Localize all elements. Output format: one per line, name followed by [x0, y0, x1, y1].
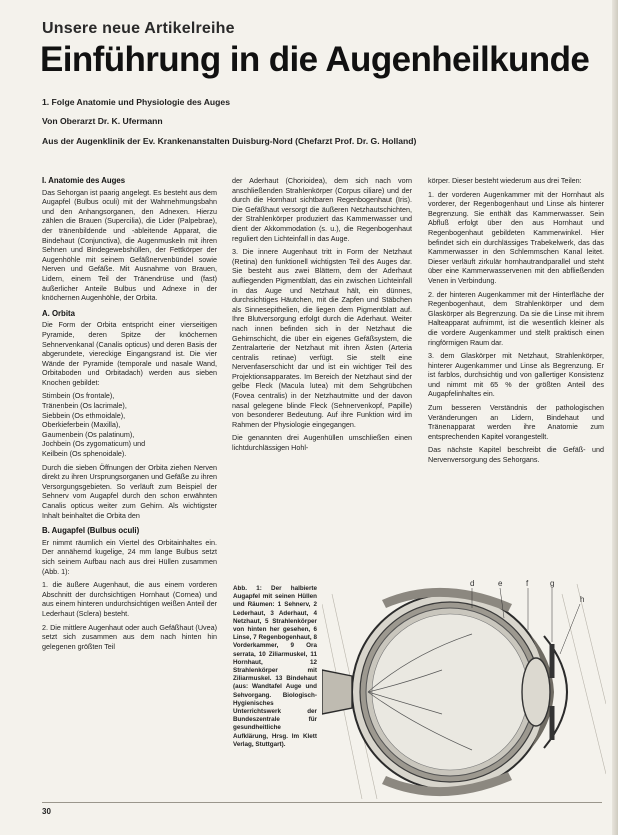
bone-item: Keilbein (Os sphenoidale).	[42, 449, 127, 459]
figure-label: e	[498, 579, 503, 588]
bone-item: Tränenbein (Os lacrimale),	[42, 401, 127, 411]
paragraph: Durch die sieben Öffnungen der Orbita ziehen Nerven direkt zu ihren Ursprungsorganen und Gefäße zu ihren Versorgungsgebieten. So verläuft zum Beispiel der Sehnerv vom Augapfel durch den schon erwähnten Canalis opticus weiter zum Gehirn. Als wichtigster Inhalt beinhaltet die Orbita den	[42, 462, 217, 520]
text-column-1	[42, 176, 217, 806]
paragraph: Das Sehorgan ist paarig angelegt. Es besteht aus dem Augapfel (Bulbus oculi) mit der Wahrnehmungsbahn und den Anhangsorganen, den Adnexen. Hierzu zählen die Brauen (Supercilia), die Lider (Palpebrae), der tränenbildende und -ableitende Apparat, die Bindehaut (Conjunctiva), die Augenmuskeln mit ihren Sehnen und Bindegewebshüllen, der Fettkörper der Augenhöhle mit seinem Gefäßnervenbündel sowie Nerven und Gefäße. Mit Ausnahme von Brauen, Lidern, einem Teil der Tränendrüse und (fast) äußerlicher Anteile Bulbus und Adnexe in der knöchernen Augenhöhle, der Orbita.	[42, 187, 217, 303]
text-column-3	[428, 176, 604, 572]
page-number: 30	[42, 807, 51, 816]
optic-nerve	[322, 670, 352, 714]
paragraph: Die Form der Orbita entspricht einer vierseitigen Pyramide, deren Spitze der knöchernen Sehnervenkanal (Canalis opticus) und deren Basis der abgerundete, viereckige Eingangsrand ist. Die vier Wände der Pyramide (temporale und nasale Wand, Orbitaboden und Orbitadach) werden aus sieben Knochen gebildet:	[42, 320, 217, 387]
paragraph: der Aderhaut (Chorioidea), dem sich nach vorn anschließenden Strahlenkörper (Corpus ciliare) und der durch die Hornhaut sichtbaren Regenbogenhaut (Iris). Die Gefäßhaut versorgt die äußeren Netzhautschichten, der Strahlenkörper produziert das Kammerwasser und dient der Akkommodation (s. u.), die Regenbogenhaut reguliert den Lichteinfall in das Auge.	[232, 176, 412, 243]
figure-label: f	[526, 579, 529, 588]
section-heading: I. Anatomie des Auges	[42, 176, 126, 185]
paragraph: Die genannten drei Augenhüllen umschließen einen lichtdurchlässigen Hohl-	[232, 433, 412, 453]
bone-item: Jochbein (Os zygomaticum) und	[42, 439, 146, 449]
bone-item: Stirnbein (Os frontale),	[42, 391, 115, 401]
paragraph: 2. Die mittlere Augenhaut oder auch Gefäßhaut (Uvea) setzt sich zusammen aus dem nach hinten hin gelegenen größten Teil	[42, 622, 217, 651]
series-kicker: Unsere neue Artikelreihe	[42, 20, 235, 37]
paragraph: Er nimmt räumlich ein Viertel des Orbitainhaltes ein. Der annähernd kugelige, 24 mm lange Bulbus setzt sich seinem Aufbau nach aus drei Hüllen zusammen (Abb. 1):	[42, 537, 217, 576]
paragraph: 3. Die innere Augenhaut tritt in Form der Netzhaut (Retina) den funktionell wichtigsten Teil des Auges dar. Sie besteht aus zwei Blättern, dem der Aderhaut aufliegenden Pigmentblatt, das ein zwischen Lichteinfall in das Auge und Netzhaut hält, ein dünnes, durchsichtiges Häutchen, mit die Zapfen und Stäbchen als Sinnesepithelien, die liegen dem Pigmentblatt auf. Ihre Blutversorgung erfolgt durch die Aderhaut. Weiter nach innen befinden sich in der Netzhaut die Gehirnschicht, die über ein eigenes Gefäßsystem, die Zentralarterie der Netzhaut mit ihren Ästen (Arteria centralis retinae) verfügt. Sie stellt eine Nervenfaserschicht dar und ist ein wichtiger Teil des Projektionsapparates. Im Bereich der Netzhaut sind der gelbe Fleck (Macula lutea) mit dem Sehgrübchen (Fovea centralis) in der Netzhautmitte und der davon nasal gelegene blinde Fleck (Sehnervenkopf, Papille) von besonderer Bedeutung. Auf ihre Funktion wird im Rahmen der Physiologie eingegangen.	[232, 247, 412, 429]
bone-item: Siebbein (Os ethmoidale),	[42, 410, 126, 420]
section-heading: B. Augapfel (Bulbus oculi)	[42, 526, 140, 536]
footer-rule	[42, 802, 602, 803]
bone-list	[42, 391, 217, 458]
figure-label: g	[550, 579, 555, 588]
bone-item: Oberkieferbein (Maxilla),	[42, 420, 121, 430]
paragraph: körper. Dieser besteht wiederum aus drei Teilen:	[428, 176, 582, 185]
scan-edge	[612, 0, 618, 835]
figure-label: h	[580, 595, 585, 604]
figure-caption: Abb. 1: Der halbierte Augapfel mit seinen Hüllen und Räumen: 1 Sehnerv, 2 Lederhaut, 3 Aderhaut, 4 Netzhaut, 5 Strahlenkörper von hinten her gesehen, 6 Linse, 7 Regenbogenhaut, 8 Vorderkammer, 9 Ora serrata, 10 Ziliarmuskel, 11 Hornhaut, 12 Strahlenkörper mit Ziliarmuskel. 13 Bindehaut (aus: Wandtafel Auge und Sehvorgang. Biologisch-Hygienisches Unterrichtswerk der Bundeszentrale für gesundheitliche Aufklärung, Hrsg. Im Klett Verlag, Stuttgart).	[233, 585, 317, 748]
institution-line: Aus der Augenklinik der Ev. Krankenanstalten Duisburg-Nord (Chefarzt Prof. Dr. G. Holland)	[42, 136, 417, 146]
paragraph: Zum besseren Verständnis der pathologischen Veränderungen an Lidern, Bindehaut und Tränenapparat werden ihre Anatomie zum entsprechenden Kapitel vorangestellt.	[428, 403, 604, 441]
section-heading: A. Orbita	[42, 308, 75, 318]
paragraph: 1. die äußere Augenhaut, die aus einem vorderen Abschnitt der durchsichtigen Hornhaut (Cornea) und aus einem hinteren undurchsichtigen weißen Anteil der Lederhaut (Sclera) besteht.	[42, 580, 217, 618]
figure-label: d	[470, 579, 475, 588]
bone-item: Gaumenbein (Os palatinum),	[42, 429, 135, 439]
eye-cross-section-illustration	[322, 574, 606, 799]
paragraph: 1. der vorderen Augenkammer mit der Hornhaut als vorderer, der Regenbogenhaut und Linse als hinterer Begrenzung. Sie enthält das Kammerwasser. Sein Abfluß erfolgt über den aus Hornhaut und Regenbogenhaut gebildeten Kammerwinkel. Hier befindet sich ein durchlässiges Trabekelwerk, das das Kammerwasser in den Schlemmschen Kanal leitet. Dieser verläuft zirkulär hornhautrandparallel und steht über eine Kammerwasservenen mit den abfließenden Venen in Verbindung.	[428, 189, 604, 285]
paragraph: Das nächste Kapitel beschreibt die Gefäß- und Nervenversorgung des Sehorgans.	[428, 445, 604, 465]
paragraph: 2. der hinteren Augenkammer mit der Hinterfläche der Regenbogenhaut, dem Strahlenkörper und dem Glaskörper als Begrenzung. Da sie die Linse mit ihrem Halteapparat aufnimmt, ist die wesentlich kleiner als die vordere Augenkammer und stellt praktisch einen ringförmigen Raum dar.	[428, 289, 604, 347]
author-line: Von Oberarzt Dr. K. Ufermann	[42, 116, 163, 126]
episode-line: 1. Folge Anatomie und Physiologie des Auges	[42, 97, 230, 107]
article-title: Einführung in die Augenheilkunde	[40, 40, 590, 79]
lens	[522, 658, 550, 726]
paragraph: 3. dem Glaskörper mit Netzhaut, Strahlenkörper, hinterer Augenkammer und Linse als Begrenzung. Er ist farblos, durchsichtig und von gallertiger Konsistenz und nimmt mit 65 % der größten Anteil des Augapfelinhaltes ein.	[428, 351, 604, 399]
text-column-2	[232, 176, 412, 576]
